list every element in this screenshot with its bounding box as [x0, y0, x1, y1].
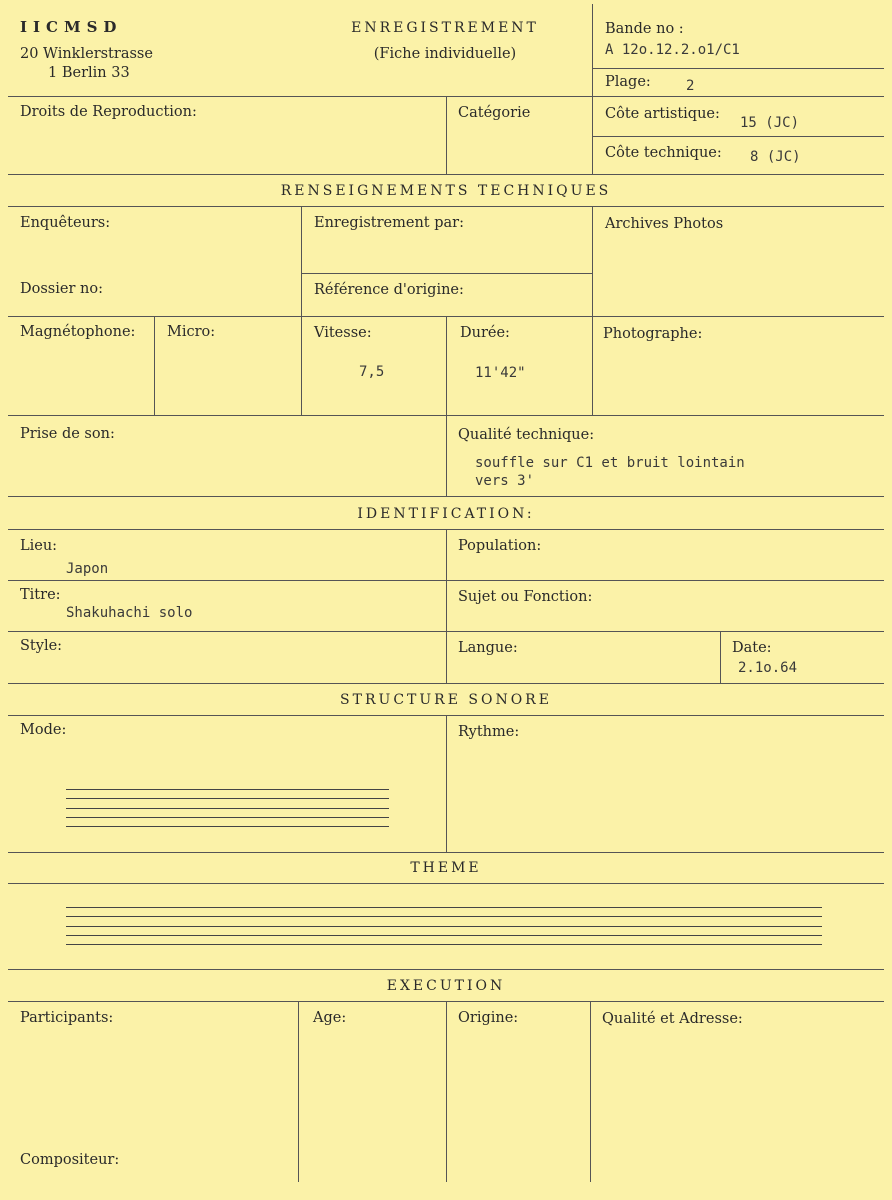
section-heading-identification: IDENTIFICATION:	[357, 506, 535, 522]
photographe-label: Photographe:	[603, 326, 703, 342]
titre-label: Titre:	[20, 587, 61, 603]
qualite-adresse-label: Qualité et Adresse:	[602, 1011, 743, 1027]
date-label: Date:	[732, 640, 772, 656]
bande-value: A 12o.12.2.o1/C1	[605, 42, 740, 58]
participants-label: Participants:	[20, 1010, 114, 1026]
reference-origine-label: Référence d'origine:	[314, 282, 464, 298]
mode-label: Mode:	[20, 722, 67, 738]
section-heading-technical: RENSEIGNEMENTS TECHNIQUES	[280, 183, 612, 199]
archives-photos-label: Archives Photos	[605, 216, 724, 232]
section-heading-structure: STRUCTURE SONORE	[340, 692, 552, 708]
dossier-label: Dossier no:	[20, 281, 103, 297]
lieu-label: Lieu:	[20, 538, 58, 554]
duree-value: 11'42"	[475, 365, 526, 381]
prise-de-son-label: Prise de son:	[20, 426, 115, 442]
population-label: Population:	[458, 538, 542, 554]
address-line-2: 1 Berlin 33	[48, 65, 130, 81]
date-value: 2.1o.64	[738, 660, 798, 676]
bande-label: Bande no :	[605, 21, 684, 37]
langue-label: Langue:	[458, 640, 518, 656]
enqueteurs-label: Enquêteurs:	[20, 215, 111, 231]
categorie-label: Catégorie	[458, 105, 531, 121]
lieu-value: Japon	[66, 561, 109, 577]
plage-label: Plage:	[605, 74, 651, 90]
style-label: Style:	[20, 638, 63, 654]
enregistrement-par-label: Enregistrement par:	[314, 215, 464, 231]
cote-technique-value: 8 (JC)	[750, 149, 801, 165]
magnetophone-label: Magnétophone:	[20, 324, 136, 340]
sujet-fonction-label: Sujet ou Fonction:	[458, 589, 593, 605]
compositeur-label: Compositeur:	[20, 1152, 120, 1168]
micro-label: Micro:	[167, 324, 216, 340]
address-line-1: 20 Winklerstrasse	[20, 46, 153, 62]
cote-artistique-value: 15 (JC)	[740, 115, 800, 131]
age-label: Age:	[313, 1010, 347, 1026]
qualite-technique-label: Qualité technique:	[458, 427, 595, 443]
droits-label: Droits de Reproduction:	[20, 104, 197, 120]
cote-technique-label: Côte technique:	[605, 145, 722, 161]
cote-artistique-label: Côte artistique:	[605, 106, 720, 122]
vitesse-label: Vitesse:	[314, 325, 372, 341]
plage-value: 2	[686, 78, 695, 94]
rythme-label: Rythme:	[458, 724, 520, 740]
vitesse-value: 7,5	[359, 364, 385, 380]
org-logo: IICMSD	[20, 18, 123, 36]
origine-label: Origine:	[458, 1010, 519, 1026]
card-title: ENREGISTREMENT	[351, 20, 539, 36]
section-heading-execution: EXECUTION	[386, 978, 506, 994]
card-subtitle: (Fiche individuelle)	[373, 46, 517, 62]
titre-value: Shakuhachi solo	[66, 605, 193, 621]
qualite-technique-value: souffle sur C1 et bruit lointain vers 3'	[475, 455, 745, 489]
duree-label: Durée:	[460, 325, 510, 341]
section-heading-theme: THEME	[410, 860, 482, 876]
